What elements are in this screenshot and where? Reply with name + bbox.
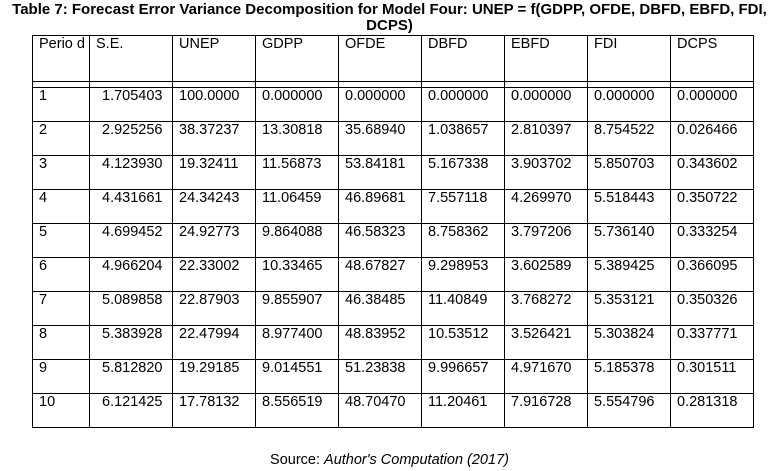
value-cell: 8.758362 xyxy=(422,224,505,258)
value-cell: 5.812820 xyxy=(90,360,173,394)
value-cell: 11.20461 xyxy=(422,394,505,428)
value-cell: 48.67827 xyxy=(339,258,422,292)
value-cell: 5.167338 xyxy=(422,156,505,190)
value-cell: 22.33002 xyxy=(173,258,256,292)
period-cell: 8 xyxy=(33,326,90,360)
value-cell: 5.089858 xyxy=(90,292,173,326)
value-cell: 13.30818 xyxy=(256,122,339,156)
table-row xyxy=(33,122,754,156)
value-cell: 0.350326 xyxy=(671,292,754,326)
header-cell: DBFD xyxy=(422,36,505,82)
fevd-table xyxy=(32,35,754,428)
table-row xyxy=(33,190,754,224)
value-cell: 8.754522 xyxy=(588,122,671,156)
value-cell: 5.850703 xyxy=(588,156,671,190)
value-cell: 19.29185 xyxy=(173,360,256,394)
value-cell: 9.855907 xyxy=(256,292,339,326)
source-note xyxy=(0,452,779,468)
period-cell: 3 xyxy=(33,156,90,190)
value-cell: 0.281318 xyxy=(671,394,754,428)
value-cell: 0.000000 xyxy=(505,88,588,122)
value-cell: 0.350722 xyxy=(671,190,754,224)
value-cell: 3.797206 xyxy=(505,224,588,258)
value-cell: 46.89681 xyxy=(339,190,422,224)
period-cell: 5 xyxy=(33,224,90,258)
value-cell: 48.70470 xyxy=(339,394,422,428)
value-cell: 8.977400 xyxy=(256,326,339,360)
header-cell: UNEP xyxy=(173,36,256,82)
value-cell: 5.303824 xyxy=(588,326,671,360)
value-cell: 3.768272 xyxy=(505,292,588,326)
value-cell: 46.38485 xyxy=(339,292,422,326)
value-cell: 0.000000 xyxy=(588,88,671,122)
period-cell: 10 xyxy=(33,394,90,428)
header-cell: FDI xyxy=(588,36,671,82)
value-cell: 11.06459 xyxy=(256,190,339,224)
value-cell: 7.557118 xyxy=(422,190,505,224)
value-cell: 10.53512 xyxy=(422,326,505,360)
value-cell: 4.431661 xyxy=(90,190,173,224)
value-cell: 5.554796 xyxy=(588,394,671,428)
value-cell: 11.56873 xyxy=(256,156,339,190)
value-cell: 9.864088 xyxy=(256,224,339,258)
header-cell: EBFD xyxy=(505,36,588,82)
value-cell: 19.32411 xyxy=(173,156,256,190)
value-cell: 5.736140 xyxy=(588,224,671,258)
value-cell: 0.301511 xyxy=(671,360,754,394)
value-cell: 3.903702 xyxy=(505,156,588,190)
value-cell: 4.699452 xyxy=(90,224,173,258)
value-cell: 1.705403 xyxy=(90,88,173,122)
table-row xyxy=(33,224,754,258)
value-cell: 4.269970 xyxy=(505,190,588,224)
header-cell: GDPP xyxy=(256,36,339,82)
table-row xyxy=(33,292,754,326)
period-cell: 2 xyxy=(33,122,90,156)
value-cell: 3.602589 xyxy=(505,258,588,292)
value-cell: 11.40849 xyxy=(422,292,505,326)
header-cell: DCPS xyxy=(671,36,754,82)
value-cell: 0.000000 xyxy=(422,88,505,122)
value-cell: 51.23838 xyxy=(339,360,422,394)
value-cell: 22.47994 xyxy=(173,326,256,360)
value-cell: 0.337771 xyxy=(671,326,754,360)
value-cell: 7.916728 xyxy=(505,394,588,428)
source-text: Author's Computation (2017) xyxy=(324,452,509,468)
table-row xyxy=(33,360,754,394)
value-cell: 100.0000 xyxy=(173,88,256,122)
value-cell: 3.526421 xyxy=(505,326,588,360)
header-cell: OFDE xyxy=(339,36,422,82)
value-cell: 6.121425 xyxy=(90,394,173,428)
value-cell: 9.014551 xyxy=(256,360,339,394)
table-row xyxy=(33,156,754,190)
value-cell: 0.000000 xyxy=(256,88,339,122)
table-row xyxy=(33,88,754,122)
table-title-line2: DCPS) xyxy=(366,17,413,34)
value-cell: 0.333254 xyxy=(671,224,754,258)
period-cell: 6 xyxy=(33,258,90,292)
value-cell: 5.389425 xyxy=(588,258,671,292)
value-cell: 5.518443 xyxy=(588,190,671,224)
value-cell: 9.298953 xyxy=(422,258,505,292)
table-row xyxy=(33,258,754,292)
period-cell: 7 xyxy=(33,292,90,326)
value-cell: 5.185378 xyxy=(588,360,671,394)
value-cell: 0.000000 xyxy=(339,88,422,122)
value-cell: 53.84181 xyxy=(339,156,422,190)
value-cell: 5.383928 xyxy=(90,326,173,360)
value-cell: 10.33465 xyxy=(256,258,339,292)
value-cell: 46.58323 xyxy=(339,224,422,258)
value-cell: 1.038657 xyxy=(422,122,505,156)
value-cell: 2.925256 xyxy=(90,122,173,156)
value-cell: 4.971670 xyxy=(505,360,588,394)
header-cell: Perio d xyxy=(33,36,90,82)
value-cell: 22.87903 xyxy=(173,292,256,326)
value-cell: 0.026466 xyxy=(671,122,754,156)
value-cell: 17.78132 xyxy=(173,394,256,428)
value-cell: 9.996657 xyxy=(422,360,505,394)
value-cell: 8.556519 xyxy=(256,394,339,428)
source-label: Source: xyxy=(270,452,325,468)
period-cell: 9 xyxy=(33,360,90,394)
header-row xyxy=(33,36,754,82)
value-cell: 5.353121 xyxy=(588,292,671,326)
value-cell: 24.34243 xyxy=(173,190,256,224)
value-cell: 48.83952 xyxy=(339,326,422,360)
period-cell: 4 xyxy=(33,190,90,224)
table-row xyxy=(33,326,754,360)
table-row xyxy=(33,394,754,428)
value-cell: 38.37237 xyxy=(173,122,256,156)
table-title-line1: Table 7: Forecast Error Variance Decomposition for Model Four: UNEP = f(GDPP, OFDE, DBFD, EBFD, FDI, xyxy=(12,1,767,18)
table-title xyxy=(0,2,779,34)
value-cell: 2.810397 xyxy=(505,122,588,156)
value-cell: 4.123930 xyxy=(90,156,173,190)
value-cell: 35.68940 xyxy=(339,122,422,156)
header-cell: S.E. xyxy=(90,36,173,82)
value-cell: 4.966204 xyxy=(90,258,173,292)
value-cell: 0.366095 xyxy=(671,258,754,292)
value-cell: 0.000000 xyxy=(671,88,754,122)
period-cell: 1 xyxy=(33,88,90,122)
value-cell: 24.92773 xyxy=(173,224,256,258)
value-cell: 0.343602 xyxy=(671,156,754,190)
